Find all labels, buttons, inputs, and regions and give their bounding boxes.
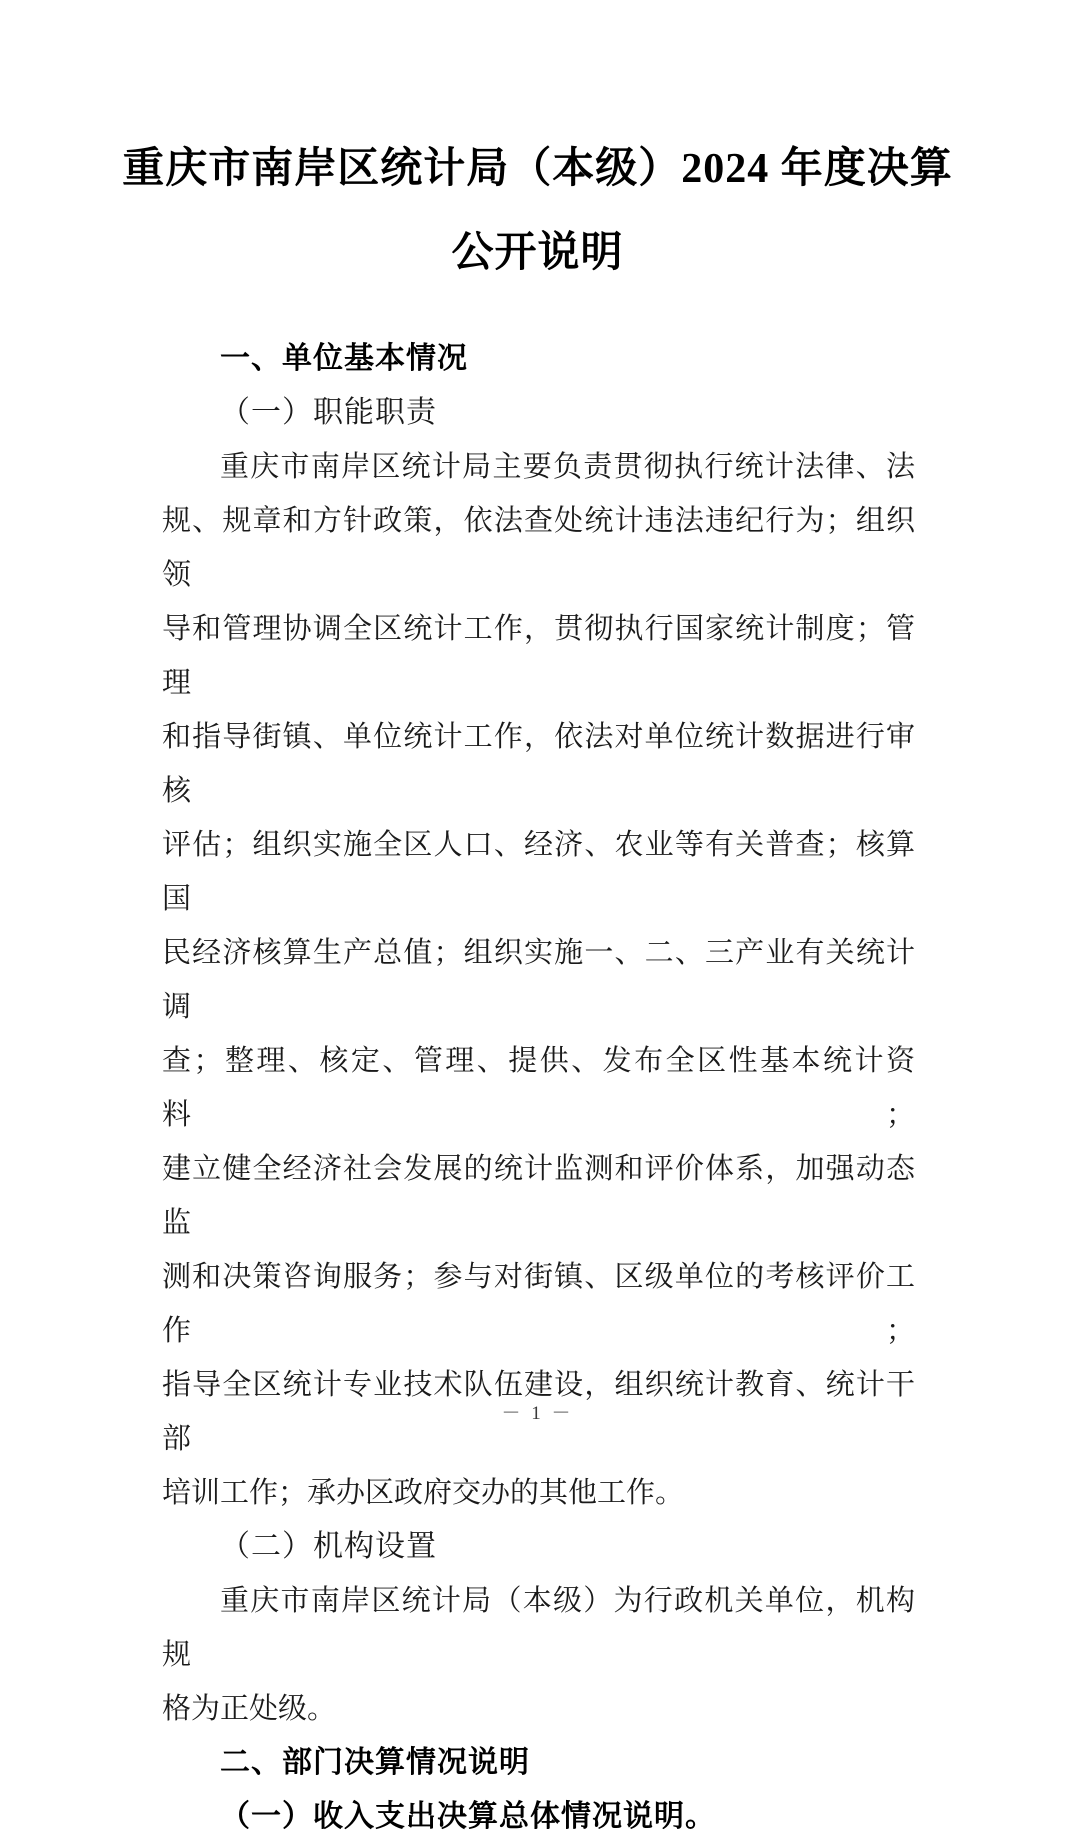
section-heading-unit-basic-info: 一、单位基本情况 (220, 342, 468, 375)
document-title (110, 127, 965, 295)
paragraph-line: 和指导街镇、单位统计工作，依法对单位统计数据进行审核 (162, 721, 915, 807)
paragraph-line: 导和管理协调全区统计工作，贯彻执行国家统计制度；管理 (162, 613, 915, 699)
paragraph-line: 重庆市南岸区统计局主要负责贯彻执行统计法律、法 (220, 451, 915, 483)
paragraph-org-structure (162, 1574, 915, 1736)
paragraph-line: 民经济核算生产总值；组织实施一、二、三产业有关统计调 (162, 937, 915, 1023)
subsection-heading-revenue-expenditure: （一）收入支出决算总体情况说明。 (220, 1800, 716, 1833)
page-number: － 1 － (501, 1403, 574, 1424)
paragraph-line: 评估；组织实施全区人口、经济、农业等有关普查；核算国 (162, 829, 915, 915)
paragraph-line: 指导全区统计专业技术队伍建设，组织统计教育、统计干部 (162, 1369, 915, 1455)
paragraph-line: 重庆市南岸区统计局（本级）为行政机关单位，机构规 (162, 1585, 915, 1671)
title-line-1: 重庆市南岸区统计局（本级）2024 年度决算 (122, 146, 953, 192)
paragraph-line: 培训工作；承办区政府交办的其他工作。 (162, 1477, 685, 1509)
subsection-heading-org-structure: （二）机构设置 (220, 1530, 437, 1563)
paragraph-line: 规、规章和方针政策，依法查处统计违法违纪行为；组织领 (162, 505, 915, 591)
document-body (162, 332, 915, 1844)
paragraph-line: 测和决策咨询服务；参与对街镇、区级单位的考核评价工作； (162, 1261, 915, 1347)
paragraph-line: 建立健全经济社会发展的统计监测和评价体系，加强动态监 (162, 1153, 915, 1239)
section-heading-budget-statement: 二、部门决算情况说明 (220, 1746, 530, 1779)
paragraph-duties (162, 440, 915, 1520)
title-line-2: 公开说明 (451, 230, 624, 276)
paragraph-line: 查；整理、核定、管理、提供、发布全区性基本统计资料； (162, 1045, 915, 1131)
paragraph-line: 格为正处级。 (162, 1693, 337, 1725)
subsection-heading-duties: （一）职能职责 (220, 396, 437, 429)
